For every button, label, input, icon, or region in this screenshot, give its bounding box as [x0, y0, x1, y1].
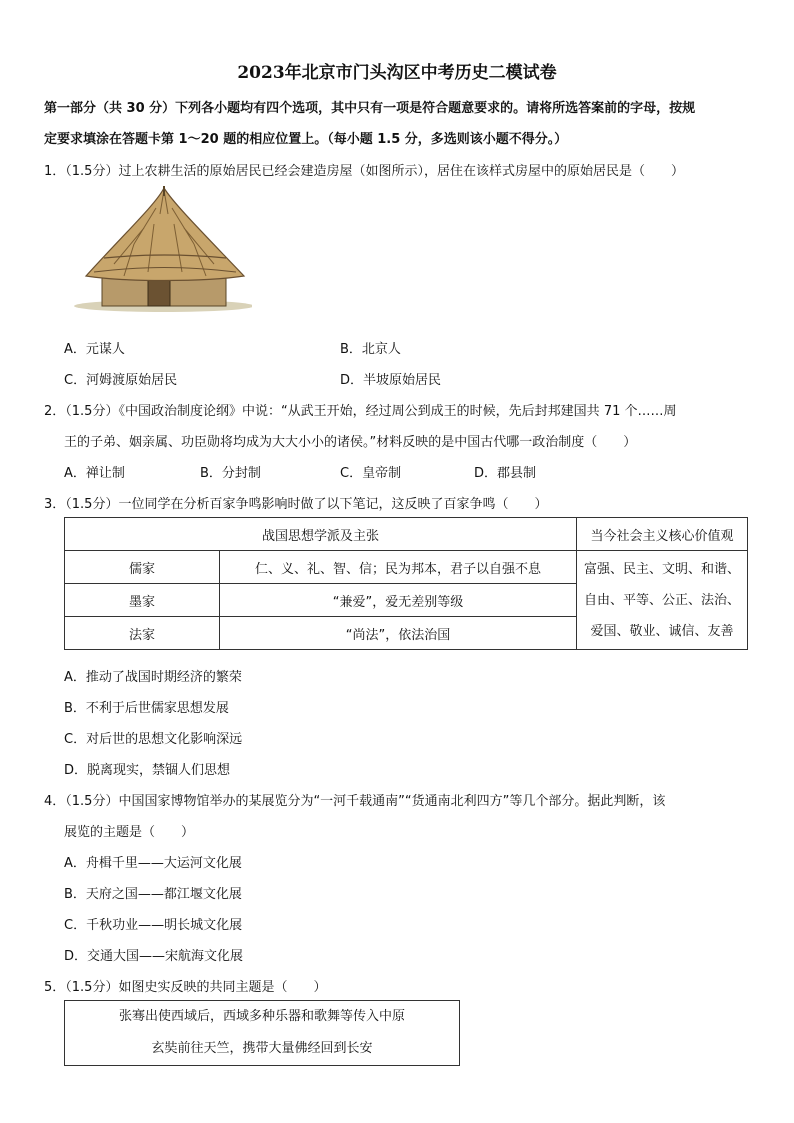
q2-stem-line2: 王的子弟、姻亲属、功臣勋将均成为大大小小的诸侯。”材料反映的是中国古代哪一政治制度（ ）	[64, 435, 637, 450]
core-values-cell	[577, 551, 748, 650]
q3-stem: 3．（1.5分）一位同学在分析百家争鸣影响时做了以下笔记，这反映了百家争鸣（ ）	[44, 497, 548, 512]
q1-stem: 1．（1.5分）过上农耕生活的原始居民已经会建造房屋（如图所示），居住在该样式房屋中的原始居民是（ ）	[44, 164, 684, 179]
idea-cell: “尚法”，依法治国	[220, 617, 577, 650]
idea-cell: “兼爱”，爱无差别等级	[220, 584, 577, 617]
core-values-line: 富强、民主、文明、和谐、	[583, 561, 740, 577]
q2-stem-line1: 2．（1.5分）《中国政治制度论纲》中说：“从武王开始，经过周公到成王的时候，先后封邦建国共 71 个……周	[44, 404, 677, 419]
section-intro-line2: 定要求填涂在答题卡第 1～20 题的相应位置上。（每小题 1.5 分，多选则该小题不得分。）	[44, 132, 568, 147]
page-title: 2023年北京市门头沟区中考历史二模试卷	[237, 63, 557, 83]
school-cell: 墨家	[65, 584, 220, 617]
q3-option-d: D．脱离现实，禁锢人们思想	[64, 763, 231, 778]
q1-option-d: D．半坡原始居民	[340, 373, 442, 388]
q5-material-box	[64, 1000, 460, 1066]
q2-option-a: A．禅让制	[64, 466, 125, 481]
q2-option-b: B．分封制	[200, 466, 261, 481]
school-cell: 法家	[65, 617, 220, 650]
school-cell: 儒家	[65, 551, 220, 584]
q3-option-b: B．不利于后世儒家思想发展	[64, 701, 229, 716]
q5-material-line: 玄奘前往天竺，携带大量佛经回到长安	[151, 1041, 373, 1056]
q3-notes-table	[64, 517, 748, 650]
q3-option-c: C．对后世的思想文化影响深远	[64, 732, 243, 747]
q4-option-c: C．千秋功业——明长城文化展	[64, 918, 243, 933]
q1-option-a: A．元谋人	[64, 342, 125, 357]
q3-option-a: A．推动了战国时期经济的繁荣	[64, 670, 242, 685]
core-values-line: 自由、平等、公正、法治、	[583, 592, 740, 608]
q2-option-c: C．皇帝制	[340, 466, 402, 481]
table-header-schools: 战国思想学派及主张	[65, 518, 577, 551]
q5-stem: 5．（1.5分）如图史实反映的共同主题是（ ）	[44, 980, 327, 995]
q4-stem-line2: 展览的主题是（ ）	[64, 825, 195, 840]
q4-option-a: A．舟楫千里——大运河文化展	[64, 856, 242, 871]
q4-option-d: D．交通大国——宋航海文化展	[64, 949, 244, 964]
q5-material-line: 张骞出使西域后，西域多种乐器和歌舞等传入中原	[118, 1009, 405, 1024]
section-intro-line1: 第一部分（共 30 分）下列各小题均有四个选项，其中只有一项是符合题意要求的。请将所选答案前的字母，按规	[44, 101, 696, 116]
core-values-line: 爱国、敬业、诚信、友善	[590, 623, 734, 639]
q4-stem-line1: 4．（1.5分）中国国家博物馆举办的某展览分为“一河千载通南”“货通南北利四方”等几个部分。据此判断，该	[44, 794, 666, 809]
q4-option-b: B．天府之国——都江堰文化展	[64, 887, 242, 902]
thatched-hut-image	[64, 184, 252, 314]
q1-option-c: C．河姆渡原始居民	[64, 373, 178, 388]
table-row	[65, 551, 748, 584]
table-header-core-values: 当今社会主义核心价值观	[577, 518, 748, 551]
q1-option-b: B．北京人	[340, 342, 401, 357]
q2-option-d: D．郡县制	[474, 466, 537, 481]
idea-cell: 仁、义、礼、智、信；民为邦本，君子以自强不息	[220, 551, 577, 584]
